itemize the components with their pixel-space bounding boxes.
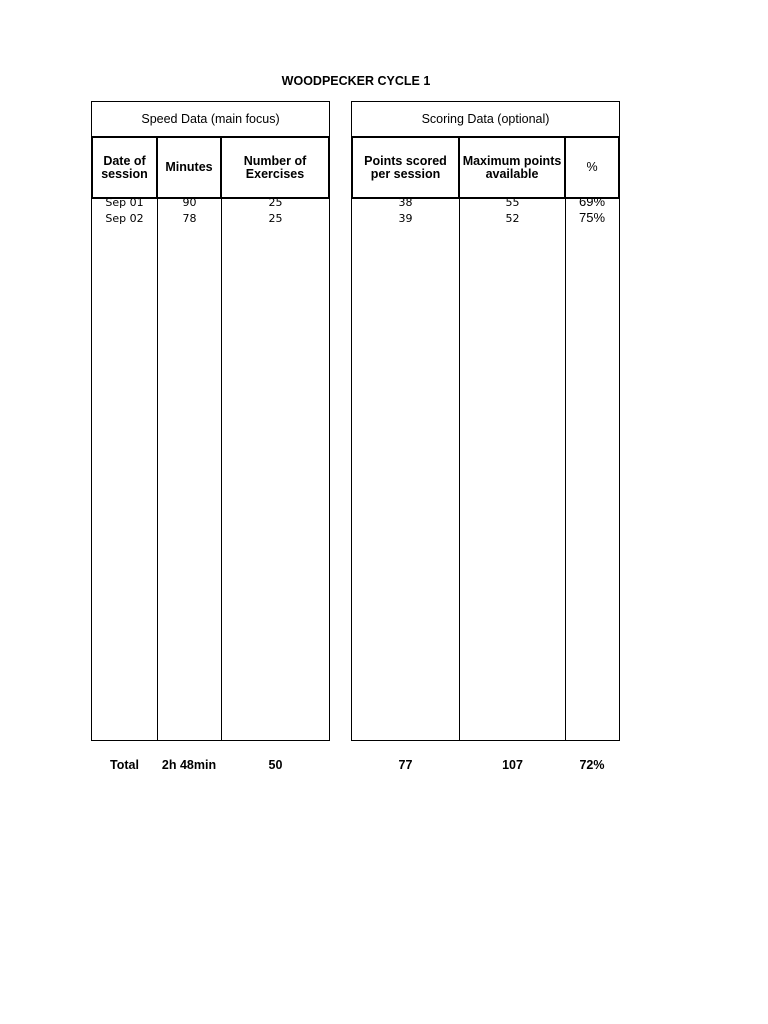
header-number-of-exercises: Number of Exercises — [220, 136, 330, 199]
row-1-points: 38 — [398, 196, 413, 209]
row-2-points: 39 — [398, 212, 413, 225]
row-1-date: Sep 01 — [105, 196, 144, 209]
header-maximum-points: Maximum points available — [458, 136, 566, 199]
row-2-minutes: 78 — [182, 212, 197, 225]
scoring-data-label: Scoring Data (optional) — [421, 112, 550, 126]
row-2-max: 52 — [505, 212, 520, 225]
row-2-date: Sep 02 — [105, 212, 144, 225]
row-2-exercises: 25 — [268, 212, 283, 225]
header-minutes: Minutes — [156, 136, 222, 199]
row-1-minutes: 90 — [182, 196, 197, 209]
row-1-percent: 69% — [578, 194, 606, 209]
scoring-data-body — [351, 199, 620, 741]
scoring-col-divider-1 — [459, 199, 460, 741]
total-max: 107 — [502, 758, 523, 772]
total-label: Total — [110, 758, 139, 772]
speed-col-divider-1 — [157, 199, 158, 741]
header-percent: % — [564, 136, 620, 199]
header-points-scored: Points scored per session — [351, 136, 460, 199]
scoring-col-divider-2 — [565, 199, 566, 741]
row-1-exercises: 25 — [268, 196, 283, 209]
speed-data-label: Speed Data (main focus) — [141, 112, 280, 126]
scoring-data-header — [351, 101, 620, 137]
speed-data-body — [91, 199, 330, 741]
row-2-percent: 75% — [578, 210, 606, 225]
total-exercises: 50 — [268, 758, 283, 772]
page-title: WOODPECKER CYCLE 1 — [281, 74, 431, 88]
header-date-of-session: Date of session — [91, 136, 158, 199]
total-points: 77 — [398, 758, 413, 772]
row-1-max: 55 — [505, 196, 520, 209]
speed-data-header — [91, 101, 330, 137]
total-percent: 72% — [579, 758, 605, 772]
total-minutes: 2h 48min — [161, 758, 217, 772]
speed-col-divider-2 — [221, 199, 222, 741]
